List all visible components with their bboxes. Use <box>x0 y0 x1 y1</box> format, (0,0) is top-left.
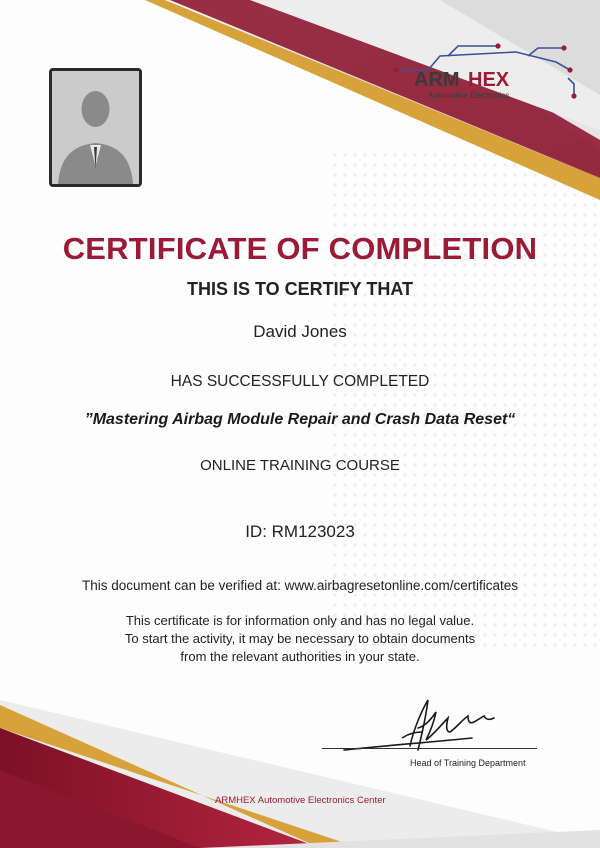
disclaimer-line: To start the activity, it may be necessary to obtain documents <box>124 631 476 646</box>
disclaimer-line: This certificate is for information only and has no legal value. <box>125 613 475 628</box>
completed-line: HAS SUCCESSFULLY COMPLETED <box>170 373 430 390</box>
profile-photo-placeholder <box>49 68 142 187</box>
disclaimer-line: from the relevant authorities in your state. <box>180 649 420 664</box>
recipient-name: David Jones <box>253 322 347 341</box>
logo-tagline: Automotive Electronics <box>428 91 510 100</box>
course-title: ”Mastering Airbag Module Repair and Crash Data Reset“ <box>84 411 516 428</box>
signature-label: Head of Training Department <box>410 758 526 768</box>
certify-line: THIS IS TO CERTIFY THAT <box>186 279 413 299</box>
disclaimer <box>0 612 600 666</box>
verification-text: This document can be verified at: www.airbagresetonline.com/certificates <box>82 578 518 593</box>
certificate-title: CERTIFICATE OF COMPLETION <box>62 231 538 266</box>
certificate-id: ID: RM123023 <box>245 522 355 541</box>
person-silhouette-icon <box>52 71 139 184</box>
signature-line <box>322 748 537 749</box>
footer-organization: ARMHEX Automotive Electronics Center <box>215 795 386 806</box>
logo-brand-part1: ARM <box>414 69 460 91</box>
course-type: ONLINE TRAINING COURSE <box>200 457 400 474</box>
armhex-logo <box>388 38 578 108</box>
logo-brand-part2: HEX <box>468 69 510 91</box>
signature <box>322 688 542 768</box>
